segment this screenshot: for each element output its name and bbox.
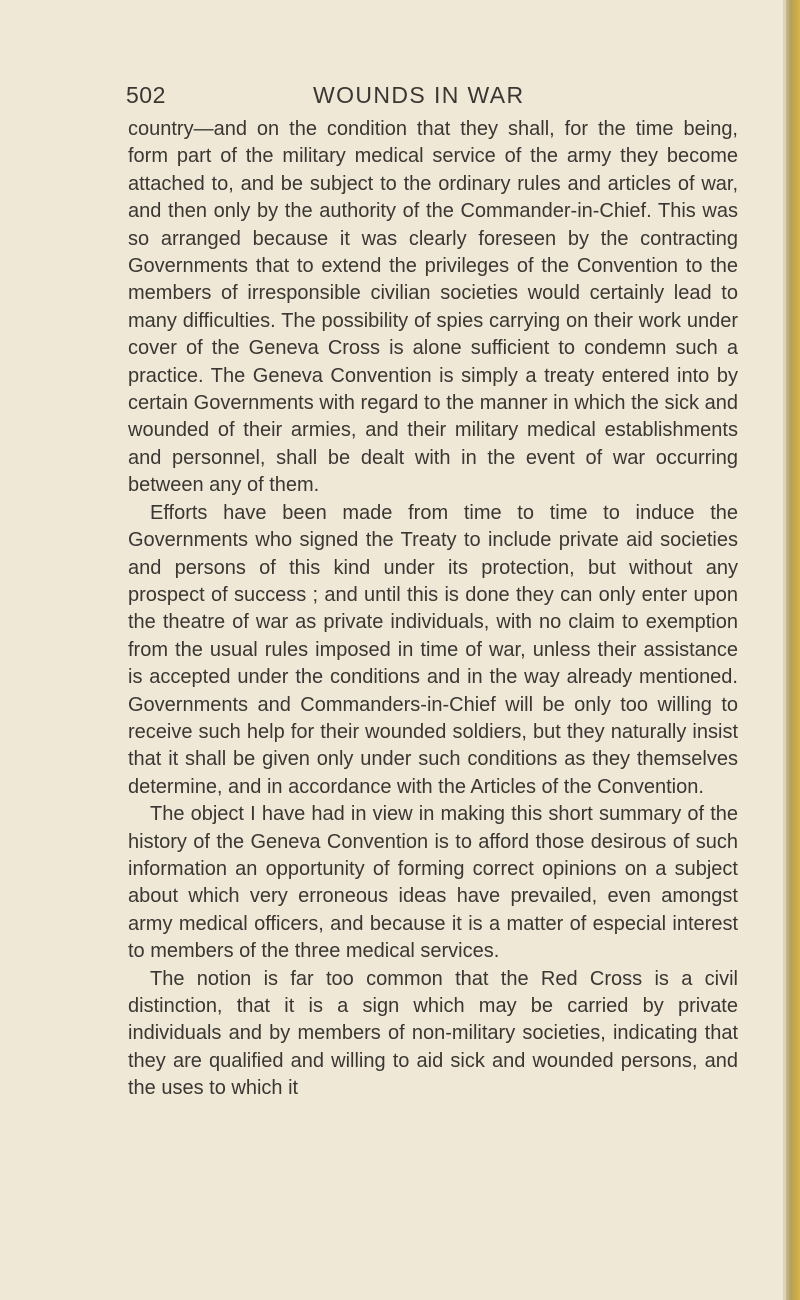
running-title: WOUNDS IN WAR <box>313 82 525 108</box>
paragraph-continued: country—and on the condition that they shall, for the time being, form part of the military medical service of the army they become attached to, and be subject to the ordinary rules and articles of war, and then only by the authority of the Commander-in-Chief. This was so arranged because it was clearly foreseen by the contracting Governments that to extend the privileges of the Convention to the members of irresponsible civilian societies would certainly lead to many difficulties. The possibility of spies carrying on their work under cover of the Geneva Cross is alone sufficient to condemn such a practice. The Geneva Convention is simply a treaty entered into by certain Governments with regard to the manner in which the sick and wounded of their armies, and their military medical establishments and personnel, shall be dealt with in the event of war occurring between any of them. <box>128 118 738 497</box>
book-page-edge <box>786 0 800 1300</box>
paragraph: The object I have had in view in making this short summary of the history of the Geneva Convention is to afford those desirous of such information an opportunity of forming correct opinions on a subject about which very erroneous ideas have prevailed, even amongst army medical officers, and because it is a matter of especial interest to members of the three medical services. <box>128 803 738 963</box>
body-text <box>128 116 738 1103</box>
page-header <box>126 82 726 116</box>
page-number: 502 <box>126 82 166 108</box>
paragraph: The notion is far too common that the Red Cross is a civil distinction, that it is a sign which may be carried by private individuals and by members of non-military societies, indicating that they are qualified and willing to aid sick and wounded persons, and the uses to which it <box>128 967 738 1100</box>
paragraph: Efforts have been made from time to time to induce the Governments who signed the Treaty to include private aid societies and persons of this kind under its protection, but without any prospect of success ; and until this is done they can only enter upon the theatre of war as private individuals, with no claim to exemption from the usual rules imposed in time of war, unless their assistance is accepted under the conditions and in the way already mentioned. Governments and Commanders-in-Chief will be only too willing to receive such help for their wounded soldiers, but they naturally insist that it shall be given only under such conditions as they themselves determine, and in accordance with the Articles of the Convention. <box>128 501 738 798</box>
